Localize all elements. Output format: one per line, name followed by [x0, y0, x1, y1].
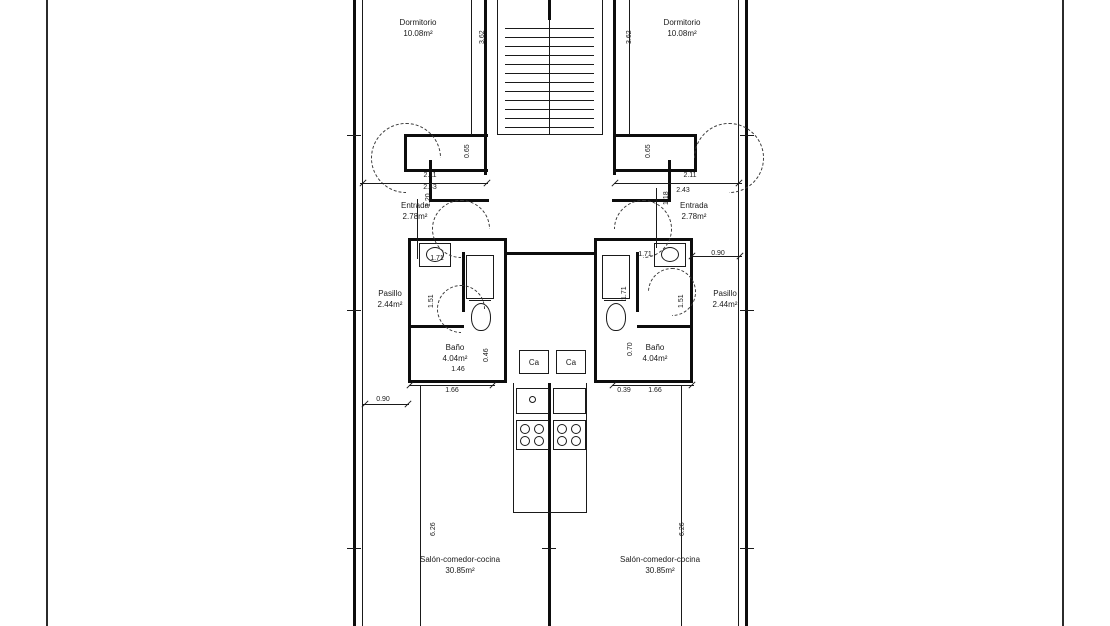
room-area-text: 4.04m² — [442, 354, 468, 363]
dim-line-h-mid-left — [409, 385, 495, 386]
dim-0.46-left: 0.46 — [483, 348, 490, 362]
room-name-text: Entrada — [400, 201, 430, 210]
stair-tread — [505, 100, 549, 101]
stair-tread — [550, 82, 594, 83]
hob-burner — [534, 436, 544, 446]
kitchen-left-counter-outline — [513, 383, 514, 513]
hob-burner — [571, 436, 581, 446]
room-area-text: 10.08m² — [403, 29, 433, 38]
hob-burner — [520, 424, 530, 434]
room-name-text: Salón-comedor-cocina — [619, 555, 701, 564]
dim-line-v-corridor-right — [656, 188, 657, 248]
kitchen-left-ca-label: Ca — [519, 350, 549, 374]
door-swing-entrance-left — [432, 200, 490, 258]
door-swing-entrance-right — [614, 200, 672, 258]
hob-burner — [557, 424, 567, 434]
stair-tread — [550, 64, 594, 65]
room-label-pasillo-left — [378, 288, 403, 310]
room-area-text: 2.78m² — [681, 212, 707, 221]
stair-tread — [505, 28, 549, 29]
dim-line-v-bedroom-right — [629, 0, 630, 135]
room-area-text: 10.08m² — [667, 29, 697, 38]
dim-line-h-top-right — [614, 183, 742, 184]
dim-0.90-right: 0.90 — [711, 250, 725, 257]
dim-2.11-left: 2.11 — [423, 172, 437, 179]
room-area-text: 2.78m² — [402, 212, 428, 221]
stair-tread — [505, 55, 549, 56]
stair-tread — [550, 91, 594, 92]
stair-core-left-wall — [497, 0, 498, 135]
stair-tread — [505, 109, 549, 110]
wc-right — [606, 303, 626, 331]
stair-core-bottom — [497, 134, 603, 135]
room-label-salon-right — [620, 554, 700, 576]
dim-tick — [404, 400, 411, 407]
dim-line-v-salon-left — [420, 385, 421, 626]
living-divider-top — [504, 252, 597, 255]
bedroom-left-wall-inner — [484, 0, 487, 175]
room-name-text: Entrada — [679, 201, 709, 210]
hob-burner — [571, 424, 581, 434]
kitchen-right-sink — [553, 388, 586, 414]
dim-1.71-right: 1.71 — [638, 251, 652, 258]
stair-tread — [550, 127, 594, 128]
room-label-entrada-right — [680, 200, 708, 222]
dim-0.65-right: 0.65 — [645, 144, 652, 158]
bedroom-right-bottom-wall — [613, 134, 697, 137]
dim-1.66-left: 1.66 — [445, 387, 459, 394]
dim-1.51-right: 1.51 — [678, 294, 685, 308]
kitchen-right-ca-label: Ca — [556, 350, 586, 374]
dim-0.70-right: 0.70 — [627, 342, 634, 356]
dim-2.43-right: 2.43 — [676, 187, 690, 194]
room-name-text: Pasillo — [378, 289, 402, 298]
stair-tread — [505, 37, 549, 38]
room-label-dormitorio-right — [664, 17, 701, 39]
living-right-top-wall — [594, 238, 597, 383]
dim-1.66-right: 1.66 — [648, 387, 662, 394]
room-label-dormitorio-left — [400, 17, 437, 39]
exterior-wall-right-inner — [738, 0, 739, 626]
kitchen-counter-bottom — [513, 512, 587, 513]
stair-core-right-wall — [602, 0, 603, 135]
dim-2.11-right: 2.11 — [683, 172, 697, 179]
dim-1.51-left: 1.51 — [428, 294, 435, 308]
stair-tread — [550, 100, 594, 101]
wc-right-cistern — [604, 300, 626, 301]
stair-tread — [550, 46, 594, 47]
room-name-text: Baño — [445, 343, 465, 352]
room-name-text: Dormitorio — [399, 18, 437, 27]
grid-axis-right-bottom — [740, 548, 754, 549]
door-swing-bath-right — [648, 268, 696, 316]
sheet-left-edge — [46, 0, 48, 626]
grid-axis-centre-bottom — [542, 548, 556, 549]
dim-0.90-left: 0.90 — [376, 396, 390, 403]
stair-tread — [505, 64, 549, 65]
room-area-text: 2.44m² — [377, 300, 403, 309]
dim-1.71-right-v: 1.71 — [621, 286, 628, 300]
bath-block-left-bottom-wall — [408, 380, 504, 383]
dim-3.62-right: 3.62 — [626, 30, 633, 44]
exterior-wall-left-inner — [362, 0, 363, 626]
room-name-text: Pasillo — [713, 289, 737, 298]
dim-6.26-left: 6.26 — [430, 522, 437, 536]
room-name-text: Salón-comedor-cocina — [419, 555, 501, 564]
dim-6.26-right: 6.26 — [679, 522, 686, 536]
bath-block-right-bottom-wall — [597, 380, 693, 383]
dim-0.65-left: 0.65 — [464, 144, 471, 158]
dim-tick — [483, 179, 490, 186]
grid-axis-right-upper — [740, 135, 754, 136]
room-area-text: 30.85m² — [445, 566, 475, 575]
kitchen-right-counter-outline — [586, 383, 587, 513]
room-area-text: 30.85m² — [645, 566, 675, 575]
dim-1.46-left: 1.46 — [451, 366, 465, 373]
dim-2.43-left: 2.43 — [423, 184, 437, 191]
exterior-wall-right-outer — [745, 0, 748, 626]
stair-tread — [550, 37, 594, 38]
room-label-bano-right — [643, 342, 668, 364]
exterior-wall-left-outer — [353, 0, 356, 626]
stair-tread — [550, 118, 594, 119]
bedroom-right-wall-inner — [613, 0, 616, 175]
grid-axis-left-upper — [347, 135, 361, 136]
hob-burner — [534, 424, 544, 434]
grid-axis-left-bottom — [347, 548, 361, 549]
hob-burner — [520, 436, 530, 446]
grid-axis-left-lower — [347, 310, 361, 311]
room-area-text: 4.04m² — [642, 354, 668, 363]
dim-0.39-right: 0.39 — [617, 387, 631, 394]
stair-tread — [505, 46, 549, 47]
room-label-pasillo-right — [713, 288, 738, 310]
dim-1.71-left: 1.71 — [430, 255, 444, 262]
kitchen-left-sink-drain — [529, 396, 536, 403]
room-name-text: Baño — [645, 343, 665, 352]
stair-tread — [550, 28, 594, 29]
dim-line-v-salon-right — [681, 385, 682, 626]
living-left-top-wall — [504, 238, 507, 383]
stair-tread — [550, 73, 594, 74]
dim-line-h-bottom-left — [363, 404, 409, 405]
room-name-text: Dormitorio — [663, 18, 701, 27]
dim-line-v-bedroom-left — [471, 0, 472, 135]
grid-axis-right-lower — [740, 310, 754, 311]
stair-tread — [505, 73, 549, 74]
sheet-right-edge — [1062, 0, 1064, 626]
stair-tread — [550, 109, 594, 110]
pasillo-left-jamb — [408, 300, 411, 328]
dim-1.20-left: 1.20 — [425, 193, 432, 207]
stair-tread — [505, 91, 549, 92]
stair-tread — [550, 55, 594, 56]
bath-right-partition-h — [637, 325, 693, 328]
hob-burner — [557, 436, 567, 446]
room-label-bano-left — [443, 342, 468, 364]
bath-right-partition — [636, 252, 639, 312]
stair-tread — [505, 82, 549, 83]
stair-tread — [505, 127, 549, 128]
stair-tread — [505, 118, 549, 119]
room-area-text: 2.44m² — [712, 300, 738, 309]
dim-1.18-right: 1.18 — [663, 191, 670, 205]
dim-3.62-left: 3.62 — [479, 30, 486, 44]
room-label-salon-left — [420, 554, 500, 576]
corridor-left-top-wall — [404, 169, 488, 172]
party-wall-upper — [548, 0, 551, 20]
